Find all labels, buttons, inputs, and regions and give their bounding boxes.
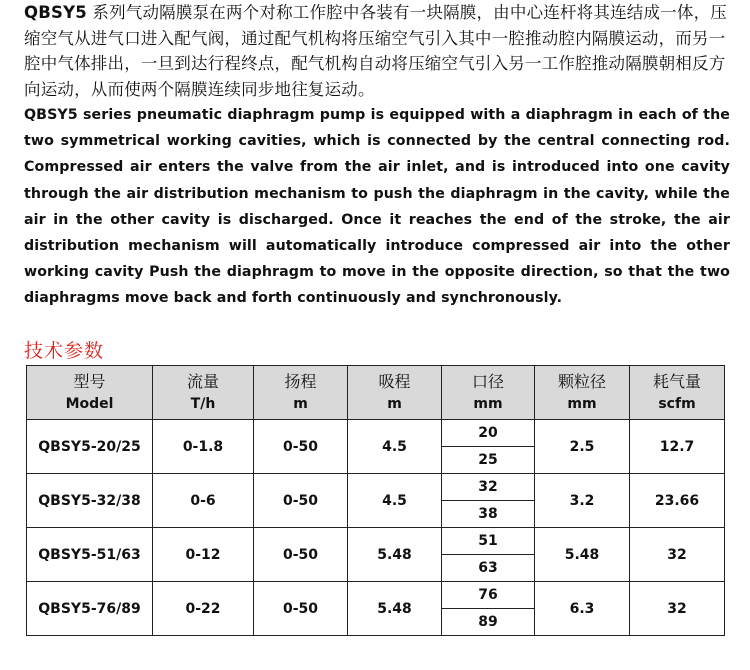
cell-head: 0-50 <box>254 420 348 474</box>
cell-flow: 0-6 <box>153 474 254 528</box>
cell-model: QBSY5-76/89 <box>27 582 153 636</box>
cell-particle: 3.2 <box>535 474 630 528</box>
intro-english-paragraph: QBSY5 series pneumatic diaphragm pump is equipped with a diaphragm in each of the two symmetrical working cavities, which is connected by the central connecting rod. Compressed air enters the valve from the air inlet, and is introduced into one cavity through the air distribution mechanism to push the diaphragm in the cavity, while the air in the other cavity is discharged. Once it reaches the end of the stroke, the air distribution mechanism will automatically introduce compressed air into the other working cavity Push the diaphragm to move in the opposite direction, so that the two diaphragms move back and forth continuously and synchronously. <box>24 107 730 307</box>
table-row <box>27 420 725 447</box>
cell-bore: 63 <box>442 555 535 582</box>
cell-bore: 25 <box>442 447 535 474</box>
header-particle: 颗粒径 mm <box>535 366 630 420</box>
cell-particle: 2.5 <box>535 420 630 474</box>
cell-suction: 5.48 <box>348 582 442 636</box>
cell-head: 0-50 <box>254 582 348 636</box>
cell-model: QBSY5-20/25 <box>27 420 153 474</box>
cell-head: 0-50 <box>254 474 348 528</box>
cell-bore: 20 <box>442 420 535 447</box>
cell-head: 0-50 <box>254 528 348 582</box>
table-header-row <box>27 366 725 420</box>
cell-suction: 5.48 <box>348 528 442 582</box>
intro-chinese-lead: QBSY5 <box>24 3 87 22</box>
table-row <box>27 528 725 555</box>
cell-particle: 6.3 <box>535 582 630 636</box>
cell-suction: 4.5 <box>348 420 442 474</box>
table-row <box>27 582 725 609</box>
header-suction: 吸程 m <box>348 366 442 420</box>
table-row <box>27 474 725 501</box>
cell-flow: 0-22 <box>153 582 254 636</box>
header-head: 扬程 m <box>254 366 348 420</box>
cell-air: 23.66 <box>630 474 725 528</box>
cell-air: 32 <box>630 528 725 582</box>
cell-flow: 0-1.8 <box>153 420 254 474</box>
header-model: 型号 Model <box>27 366 153 420</box>
cell-air: 32 <box>630 582 725 636</box>
intro-chinese-text: 系列气动隔膜泵在两个对称工作腔中各装有一块隔膜，由中心连杆将其连结成一体，压缩空气从进气口进入配气阀，通过配气机构将压缩空气引入其中一腔推动腔内隔膜运动，而另一腔中气体排出，一旦到达行程终点，配气机构自动将压缩空气引入另一工作腔推动隔膜朝相反方向运动，从而使两个隔膜连续同步地往复运动。 <box>24 3 727 99</box>
cell-model: QBSY5-32/38 <box>27 474 153 528</box>
header-air-consumption: 耗气量 scfm <box>630 366 725 420</box>
cell-bore: 89 <box>442 609 535 636</box>
cell-model: QBSY5-51/63 <box>27 528 153 582</box>
spec-table <box>26 365 725 636</box>
cell-suction: 4.5 <box>348 474 442 528</box>
header-bore: 口径 mm <box>442 366 535 420</box>
section-title: 技术参数 <box>24 340 105 362</box>
intro-chinese-paragraph <box>24 0 736 102</box>
cell-particle: 5.48 <box>535 528 630 582</box>
cell-bore: 51 <box>442 528 535 555</box>
cell-air: 12.7 <box>630 420 725 474</box>
cell-bore: 38 <box>442 501 535 528</box>
cell-bore: 32 <box>442 474 535 501</box>
header-flow: 流量 T/h <box>153 366 254 420</box>
cell-bore: 76 <box>442 582 535 609</box>
cell-flow: 0-12 <box>153 528 254 582</box>
